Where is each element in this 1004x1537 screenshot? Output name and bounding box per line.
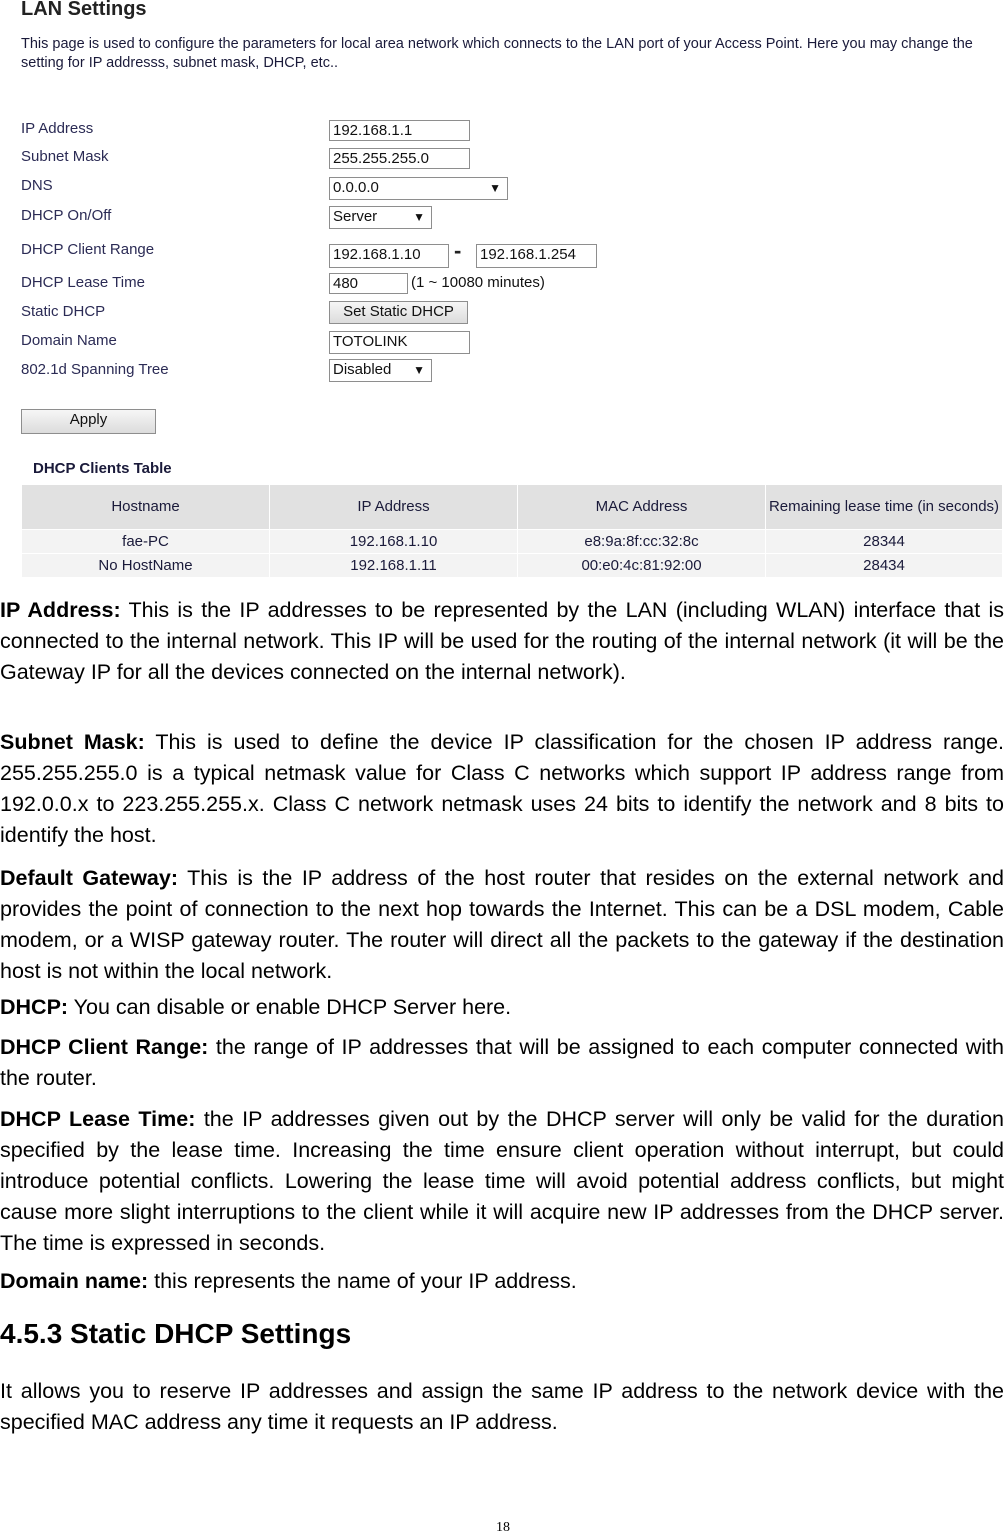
dhcp-onoff-label: DHCP On/Off: [21, 207, 112, 224]
static-dhcp-label: Static DHCP: [21, 303, 106, 320]
lan-settings-title: LAN Settings: [21, 0, 147, 20]
lan-settings-description: This page is used to configure the parameters for local area network which connects to the LAN port of your Access Point. Here you may change the setting for IP addresss, subnet mask, DHCP, etc..: [21, 36, 973, 71]
chevron-down-icon: ▼: [489, 181, 501, 195]
term-dhcp-client-range: DHCP Client Range:: [0, 1035, 209, 1059]
dhcp-paragraph: [0, 992, 1004, 1023]
term-ip-address: IP Address:: [0, 598, 121, 622]
dhcp-client-range-paragraph: [0, 1032, 1004, 1094]
definition-subnet-mask: This is used to define the device IP classification for the chosen IP address range. 255.255.255.0 is a typical netmask value for Class C networks which support IP address range from 192.0.0.x to 223.255.255.x. Class C network netmask uses 24 bits to identify the network and 8 bits to identify the host.: [0, 730, 1004, 847]
dhcp-onoff-selected-value: Server: [333, 208, 378, 225]
apply-button[interactable]: Apply: [21, 409, 156, 434]
set-static-dhcp-button[interactable]: Set Static DHCP: [329, 301, 468, 324]
definition-dhcp-client-range: the range of IP addresses that will be assigned to each computer connected with the router.: [0, 1035, 1004, 1090]
term-default-gateway: Default Gateway:: [0, 866, 179, 890]
chevron-down-icon: ▼: [413, 210, 425, 224]
dhcp-lease-time-paragraph: [0, 1104, 1004, 1259]
subnet-mask-paragraph: [0, 727, 1004, 851]
domain-name-label: Domain Name: [21, 332, 117, 349]
subnet-mask-label: Subnet Mask: [21, 148, 109, 165]
cell-remaining-lease: 28434: [766, 554, 1003, 578]
table-row: [22, 554, 1003, 578]
default-gateway-paragraph: [0, 863, 1004, 987]
definition-domain-name: this represents the name of your IP address.: [148, 1269, 577, 1293]
table-row: [22, 530, 1003, 554]
spanning-tree-label: 802.1d Spanning Tree: [21, 361, 169, 378]
table-header-row: [22, 485, 1003, 530]
header-ip-address: IP Address: [270, 485, 518, 530]
dhcp-range-end-input[interactable]: 192.168.1.254: [476, 244, 597, 268]
cell-mac-address: e8:9a:8f:cc:32:8c: [518, 530, 766, 554]
cell-hostname: fae-PC: [22, 530, 270, 554]
definition-ip-address: This is the IP addresses to be represented by the LAN (including WLAN) interface that is connected to the internal network. This IP will be used for the routing of the internal network (it will be the Gateway IP for all the devices connected on the internal network).: [0, 598, 1004, 684]
dhcp-clients-table: [21, 484, 1003, 578]
subnet-mask-input[interactable]: 255.255.255.0: [329, 148, 470, 169]
term-dhcp: DHCP:: [0, 995, 69, 1019]
dhcp-range-start-input[interactable]: 192.168.1.10: [329, 244, 449, 268]
term-dhcp-lease-time: DHCP Lease Time:: [0, 1107, 196, 1131]
header-remaining-lease: Remaining lease time (in seconds): [766, 485, 1003, 530]
dns-select[interactable]: [329, 177, 508, 200]
term-domain-name: Domain name:: [0, 1269, 149, 1293]
lease-time-hint: (1 ~ 10080 minutes): [411, 274, 545, 291]
cell-mac-address: 00:e0:4c:81:92:00: [518, 554, 766, 578]
cell-ip-address: 192.168.1.11: [270, 554, 518, 578]
lan-settings-screenshot: [0, 0, 1004, 575]
domain-name-input[interactable]: TOTOLINK: [329, 331, 470, 354]
page-number: 18: [496, 1520, 510, 1535]
cell-ip-address: 192.168.1.10: [270, 530, 518, 554]
range-separator: -: [454, 238, 462, 263]
dns-label: DNS: [21, 177, 53, 194]
header-hostname: Hostname: [22, 485, 270, 530]
cell-hostname: No HostName: [22, 554, 270, 578]
section-heading: 4.5.3 Static DHCP Settings: [0, 1318, 352, 1349]
dns-selected-value: 0.0.0.0: [333, 179, 379, 196]
lease-time-input[interactable]: 480: [329, 273, 408, 294]
cell-remaining-lease: 28344: [766, 530, 1003, 554]
chevron-down-icon: ▼: [413, 363, 425, 377]
spanning-tree-selected-value: Disabled: [333, 361, 392, 378]
header-mac-address: MAC Address: [518, 485, 766, 530]
ip-address-label: IP Address: [21, 120, 94, 137]
ip-address-input[interactable]: 192.168.1.1: [329, 120, 470, 141]
section-paragraph: It allows you to reserve IP addresses and assign the same IP address to the network device with the specified MAC address any time it requests an IP address.: [0, 1379, 1004, 1434]
definition-dhcp-lease-time: the IP addresses given out by the DHCP server will only be valid for the duration specified by the lease time. Increasing the time ensure client operation without interrupt, but could introduce potential conflicts. Lowering the lease time will avoid potential address conflicts, but might cause more slight interruptions to the client while it will acquire new IP addresses from the DHCP server. The time is expressed in seconds.: [0, 1107, 1004, 1255]
dhcp-client-range-label: DHCP Client Range: [21, 241, 155, 258]
definition-default-gateway: This is the IP address of the host router that resides on the external network and provides the point of connection to the next hop towards the Internet. This can be a DSL modem, Cable modem, or a WISP gateway router. The router will direct all the packets to the gateway if the destination host is not within the local network.: [0, 866, 1004, 983]
dhcp-clients-table-title: DHCP Clients Table: [33, 460, 172, 477]
dhcp-onoff-select[interactable]: [329, 206, 432, 229]
ip-address-paragraph: [0, 595, 1004, 688]
definition-dhcp: You can disable or enable DHCP Server here.: [68, 995, 512, 1019]
dhcp-lease-time-label: DHCP Lease Time: [21, 274, 145, 291]
spanning-tree-select[interactable]: [329, 359, 432, 382]
domain-name-paragraph: [0, 1266, 1004, 1297]
term-subnet-mask: Subnet Mask:: [0, 730, 145, 754]
